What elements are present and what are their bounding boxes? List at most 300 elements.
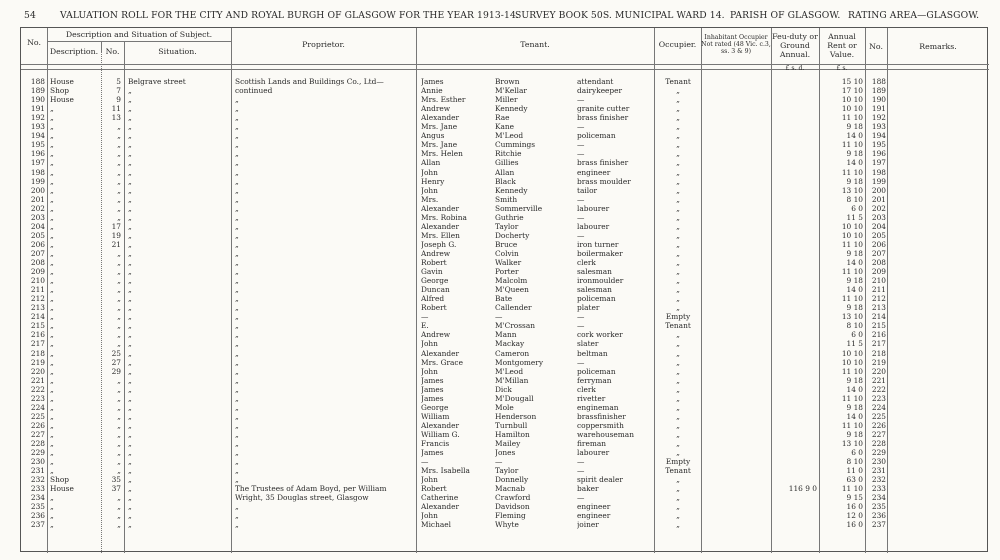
row-no: 216 — [30, 331, 45, 340]
occupier: „ — [676, 367, 680, 376]
tenant-surname: Kane — [495, 123, 515, 132]
row-no: 236 — [30, 512, 45, 521]
tenant-first-name: John — [421, 512, 438, 521]
row-no-right: 224 — [871, 403, 886, 412]
occupier: „ — [676, 376, 680, 385]
proprietor: „ — [235, 222, 239, 231]
tenant-first-name: Mrs. Grace — [421, 358, 463, 367]
description: „ — [50, 177, 54, 186]
table-row — [21, 440, 989, 449]
annual-rent: 10 10 — [841, 222, 863, 231]
proprietor: „ — [235, 313, 239, 322]
tenant-first-name: Alexander — [421, 421, 460, 430]
description: House — [50, 485, 74, 494]
row-no-right: 230 — [871, 458, 886, 467]
survey-book: SURVEY BOOK 50S. — [515, 10, 612, 21]
proprietor: „ — [235, 240, 239, 249]
situation: „ — [128, 268, 132, 277]
proprietor: „ — [235, 349, 239, 358]
table-row — [21, 178, 989, 187]
header-occupier: Occupier. — [658, 40, 697, 49]
description: „ — [50, 376, 54, 385]
situation: „ — [128, 458, 132, 467]
table-row — [21, 295, 989, 304]
proprietor: „ — [235, 123, 239, 132]
tenant-surname: Kennedy — [495, 186, 528, 195]
tenant-occupation: — — [577, 231, 585, 240]
tenant-first-name: Mrs. Robina — [421, 213, 467, 222]
tenant-first-name: John — [421, 476, 438, 485]
tenant-occupation: engineer — [577, 503, 611, 512]
tenant-first-name: Robert — [421, 485, 447, 494]
tenant-surname: M'Millan — [495, 376, 529, 385]
situation: „ — [128, 485, 132, 494]
row-no: 211 — [30, 286, 45, 295]
description: „ — [50, 249, 54, 258]
occupier: Tenant — [665, 322, 691, 331]
description: „ — [50, 521, 54, 530]
header-rent-units: £ s. — [836, 65, 848, 72]
situation: „ — [128, 367, 132, 376]
row-no-right: 210 — [871, 277, 886, 286]
occupier: „ — [676, 503, 680, 512]
tenant-surname: M'Leod — [495, 132, 524, 141]
tenant-occupation: slater — [577, 340, 599, 349]
annual-rent: 10 10 — [841, 358, 863, 367]
tenant-surname: M'Kellar — [495, 87, 527, 96]
situation: „ — [128, 440, 132, 448]
description: „ — [50, 322, 54, 331]
table-row — [21, 359, 989, 368]
header-tenant: Tenant. — [520, 40, 550, 49]
tenant-occupation: brass finisher — [577, 114, 629, 123]
number: 27 — [111, 358, 121, 367]
tenant-first-name: — — [421, 313, 429, 322]
annual-rent: 6 0 — [851, 449, 863, 458]
tenant-occupation: ferryman — [577, 376, 612, 385]
tenant-occupation: — — [577, 96, 585, 105]
proprietor: „ — [235, 195, 239, 204]
proprietor: „ — [235, 403, 239, 412]
occupier: „ — [676, 476, 680, 485]
proprietor: „ — [235, 186, 239, 195]
occupier: „ — [676, 494, 680, 503]
rating-area: RATING AREA—GLASGOW. — [848, 10, 980, 21]
proprietor: „ — [235, 476, 239, 485]
annual-rent: 15 10 — [841, 78, 863, 86]
tenant-surname: M'Leod — [495, 367, 524, 376]
tenant-first-name: Mrs. Isabella — [421, 467, 470, 476]
annual-rent: 11 10 — [841, 367, 863, 376]
tenant-surname: Cummings — [495, 141, 536, 150]
row-no: 206 — [30, 240, 45, 249]
situation: „ — [128, 331, 132, 340]
tenant-occupation: brass moulder — [577, 177, 631, 186]
description: „ — [50, 467, 54, 476]
proprietor: „ — [235, 132, 239, 141]
tenant-first-name: — — [421, 458, 429, 467]
table-row — [21, 395, 989, 404]
table-row — [21, 340, 989, 349]
table-row — [21, 196, 989, 205]
tenant-surname: Donnelly — [495, 476, 529, 485]
row-no: 199 — [30, 177, 45, 186]
situation: „ — [128, 503, 132, 512]
number: 25 — [111, 349, 121, 358]
row-no: 223 — [30, 394, 45, 403]
row-no-right: 211 — [871, 286, 886, 295]
description: House — [50, 96, 74, 105]
table-row — [21, 96, 989, 105]
row-no-right: 196 — [871, 150, 886, 159]
tenant-first-name: James — [421, 78, 444, 86]
tenant-surname: Montgomery — [495, 358, 544, 367]
tenant-surname: Taylor — [495, 467, 519, 476]
number: „ — [117, 268, 121, 277]
proprietor: „ — [235, 277, 239, 286]
description: „ — [50, 349, 54, 358]
occupier: „ — [676, 168, 680, 177]
table-row — [21, 512, 989, 521]
occupier: Tenant — [665, 467, 691, 476]
situation: „ — [128, 141, 132, 150]
row-no: 233 — [30, 485, 45, 494]
annual-rent: 9 18 — [846, 177, 863, 186]
number: 37 — [111, 485, 121, 494]
proprietor: continued — [235, 87, 273, 96]
row-no-right: 218 — [871, 349, 886, 358]
tenant-surname: Jones — [495, 449, 516, 458]
description: „ — [50, 259, 54, 267]
row-no-right: 202 — [871, 204, 886, 213]
occupier: „ — [676, 286, 680, 295]
proprietor: „ — [235, 249, 239, 258]
tenant-surname: Cameron — [495, 349, 530, 358]
table-row — [21, 313, 989, 322]
description: „ — [50, 331, 54, 340]
situation: „ — [128, 195, 132, 204]
header-description: Description. — [49, 47, 99, 56]
situation: „ — [128, 304, 132, 313]
situation: „ — [128, 159, 132, 168]
number: „ — [117, 286, 121, 295]
table-row — [21, 485, 989, 494]
number: „ — [117, 376, 121, 385]
number: 11 — [111, 105, 121, 114]
situation: „ — [128, 132, 132, 141]
occupier: „ — [676, 304, 680, 313]
annual-rent: 14 0 — [846, 412, 863, 421]
situation: „ — [128, 259, 132, 267]
tenant-first-name: Mrs. Jane — [421, 141, 458, 150]
row-no-right: 232 — [871, 476, 886, 485]
number: „ — [117, 331, 121, 340]
proprietor: „ — [235, 394, 239, 403]
description: „ — [50, 367, 54, 376]
proprietor: „ — [235, 385, 239, 394]
description: „ — [50, 268, 54, 277]
annual-rent: 16 0 — [846, 521, 863, 530]
row-no-right: 217 — [871, 340, 886, 349]
tenant-first-name: George — [421, 403, 449, 412]
tenant-first-name: Angus — [421, 132, 445, 141]
annual-rent: 9 18 — [846, 249, 863, 258]
row-no-right: 195 — [871, 141, 886, 150]
tenant-occupation: — — [577, 322, 585, 331]
annual-rent: 12 0 — [846, 512, 863, 521]
situation: „ — [128, 313, 132, 322]
annual-rent: 9 18 — [846, 150, 863, 159]
description: „ — [50, 358, 54, 367]
situation: „ — [128, 349, 132, 358]
tenant-first-name: Mrs. Esther — [421, 96, 466, 105]
tenant-occupation: brassfinisher — [577, 412, 626, 421]
tenant-occupation: — — [577, 494, 585, 503]
tenant-surname: Smith — [495, 195, 518, 204]
annual-rent: 9 18 — [846, 123, 863, 132]
row-no: 203 — [30, 213, 45, 222]
tenant-first-name: Mrs. Helen — [421, 150, 463, 159]
tenant-occupation: — — [577, 358, 585, 367]
number: „ — [117, 141, 121, 150]
row-no-right: 234 — [871, 494, 886, 503]
situation: „ — [128, 114, 132, 123]
situation: „ — [128, 249, 132, 258]
tenant-surname: Davidson — [495, 503, 530, 512]
proprietor: „ — [235, 159, 239, 168]
row-no: 229 — [30, 449, 45, 458]
situation: „ — [128, 231, 132, 240]
number: „ — [117, 168, 121, 177]
situation: „ — [128, 213, 132, 222]
row-no-right: 207 — [871, 249, 886, 258]
row-no: 214 — [30, 313, 45, 322]
situation: „ — [128, 394, 132, 403]
proprietor: „ — [235, 259, 239, 267]
annual-rent: 9 18 — [846, 304, 863, 313]
tenant-surname: Turnbull — [495, 421, 528, 430]
header-no: No. — [27, 38, 41, 47]
tenant-first-name: E. — [421, 322, 429, 331]
tenant-first-name: Mrs. Jane — [421, 123, 458, 132]
row-no-right: 231 — [871, 467, 886, 476]
annual-rent: 11 10 — [841, 268, 863, 277]
proprietor: „ — [235, 141, 239, 150]
proprietor: „ — [235, 367, 239, 376]
row-no: 226 — [30, 421, 45, 430]
row-no-right: 204 — [871, 222, 886, 231]
proprietor: Scottish Lands and Buildings Co., Ltd— — [235, 78, 384, 86]
header-no-right: No. — [869, 42, 883, 51]
tenant-surname: Taylor — [495, 222, 519, 231]
header-annual-rent: Annual Rent or Value. — [827, 32, 857, 59]
table-row — [21, 331, 989, 340]
tenant-occupation: joiner — [577, 521, 599, 530]
table-row — [21, 214, 989, 223]
situation: „ — [128, 494, 132, 503]
proprietor: Wright, 35 Douglas street, Glasgow — [235, 494, 369, 503]
occupier: „ — [676, 114, 680, 123]
number: 17 — [111, 222, 121, 231]
tenant-surname: Bate — [495, 295, 513, 304]
row-no: 209 — [30, 268, 45, 277]
description: „ — [50, 449, 54, 458]
annual-rent: 13 10 — [841, 440, 863, 448]
row-no: 234 — [30, 494, 45, 503]
row-no: 191 — [30, 105, 45, 114]
row-no-right: 194 — [871, 132, 886, 141]
row-no: 190 — [30, 96, 45, 105]
number: „ — [117, 213, 121, 222]
row-no-right: 209 — [871, 268, 886, 277]
table-row — [21, 521, 989, 530]
proprietor: „ — [235, 204, 239, 213]
table-row — [21, 503, 989, 512]
description: „ — [50, 213, 54, 222]
number: „ — [117, 503, 121, 512]
proprietor: „ — [235, 114, 239, 123]
tenant-surname: Porter — [495, 268, 519, 277]
table-row — [21, 250, 989, 259]
situation: „ — [128, 340, 132, 349]
tenant-surname: Fleming — [495, 512, 526, 521]
number: „ — [117, 440, 121, 448]
row-no-right: 233 — [871, 485, 886, 494]
tenant-first-name: Andrew — [421, 249, 451, 258]
row-no: 237 — [30, 521, 45, 530]
table-row — [21, 159, 989, 168]
tenant-occupation: clerk — [577, 259, 596, 267]
annual-rent: 9 18 — [846, 376, 863, 385]
table-row — [21, 368, 989, 377]
annual-rent: 9 15 — [846, 494, 863, 503]
number: „ — [117, 277, 121, 286]
header-situation: Situation. — [158, 47, 197, 56]
situation: „ — [128, 376, 132, 385]
tenant-first-name: Alexander — [421, 349, 460, 358]
number: „ — [117, 394, 121, 403]
description: „ — [50, 114, 54, 123]
tenant-occupation: — — [577, 150, 585, 159]
tenant-surname: Ritchie — [495, 150, 522, 159]
proprietor: „ — [235, 449, 239, 458]
tenant-occupation: plater — [577, 304, 600, 313]
number: 5 — [116, 78, 121, 86]
situation: „ — [128, 105, 132, 114]
row-no-right: 226 — [871, 421, 886, 430]
tenant-first-name: Allan — [421, 159, 441, 168]
description: „ — [50, 132, 54, 141]
occupier: „ — [676, 204, 680, 213]
row-no-right: 205 — [871, 231, 886, 240]
annual-rent: 11 10 — [841, 295, 863, 304]
annual-rent: 9 18 — [846, 277, 863, 286]
description: Shop — [50, 476, 70, 485]
row-no: 194 — [30, 132, 45, 141]
description: „ — [50, 204, 54, 213]
feu-duty: 116 9 0 — [788, 485, 817, 494]
page-number: 54 — [24, 10, 36, 21]
tenant-first-name: Henry — [421, 177, 445, 186]
situation: „ — [128, 403, 132, 412]
proprietor: „ — [235, 304, 239, 313]
situation: „ — [128, 322, 132, 331]
tenant-occupation: — — [577, 141, 585, 150]
tenant-occupation: dairykeeper — [577, 87, 623, 96]
situation: Belgrave street — [128, 78, 186, 86]
annual-rent: 16 0 — [846, 503, 863, 512]
number: 19 — [111, 231, 121, 240]
tenant-first-name: James — [421, 376, 444, 385]
occupier: „ — [676, 358, 680, 367]
row-no-right: 216 — [871, 331, 886, 340]
row-no-right: 220 — [871, 367, 886, 376]
occupier: „ — [676, 222, 680, 231]
annual-rent: 11 0 — [846, 467, 863, 476]
situation: „ — [128, 204, 132, 213]
tenant-occupation: — — [577, 123, 585, 132]
row-no-right: 221 — [871, 376, 886, 385]
situation: „ — [128, 295, 132, 304]
tenant-surname: Hamilton — [495, 430, 530, 439]
situation: „ — [128, 177, 132, 186]
table-row — [21, 431, 989, 440]
page-header — [0, 6, 1000, 24]
row-no-right: 219 — [871, 358, 886, 367]
occupier: „ — [676, 340, 680, 349]
annual-rent: 11 10 — [841, 141, 863, 150]
table-row — [21, 232, 989, 241]
occupier: „ — [676, 123, 680, 132]
row-no: 202 — [30, 204, 45, 213]
row-no-right: 223 — [871, 394, 886, 403]
table-row — [21, 268, 989, 277]
table-row — [21, 494, 989, 503]
table-row — [21, 350, 989, 359]
description: „ — [50, 440, 54, 448]
table-row — [21, 132, 989, 141]
number: „ — [117, 150, 121, 159]
number: „ — [117, 340, 121, 349]
table-row — [21, 277, 989, 286]
proprietor: „ — [235, 458, 239, 467]
description: „ — [50, 240, 54, 249]
description: „ — [50, 105, 54, 114]
proprietor: „ — [235, 512, 239, 521]
number: „ — [117, 467, 121, 476]
occupier: „ — [676, 440, 680, 448]
tenant-first-name: Andrew — [421, 105, 451, 114]
number: „ — [117, 259, 121, 267]
table-row — [21, 467, 989, 476]
table-row — [21, 187, 989, 196]
proprietor: „ — [235, 177, 239, 186]
proprietor: „ — [235, 421, 239, 430]
table-row — [21, 87, 989, 96]
row-no: 197 — [30, 159, 45, 168]
tenant-occupation: clerk — [577, 385, 596, 394]
row-no: 220 — [30, 367, 45, 376]
tenant-occupation: labourer — [577, 449, 610, 458]
row-no: 188 — [30, 78, 45, 86]
annual-rent: 14 0 — [846, 286, 863, 295]
header-subject-group: Description and Situation of Subject. — [65, 30, 213, 39]
proprietor: „ — [235, 340, 239, 349]
row-no-right: 222 — [871, 385, 886, 394]
row-no: 198 — [30, 168, 45, 177]
row-no: 222 — [30, 385, 45, 394]
situation: „ — [128, 222, 132, 231]
